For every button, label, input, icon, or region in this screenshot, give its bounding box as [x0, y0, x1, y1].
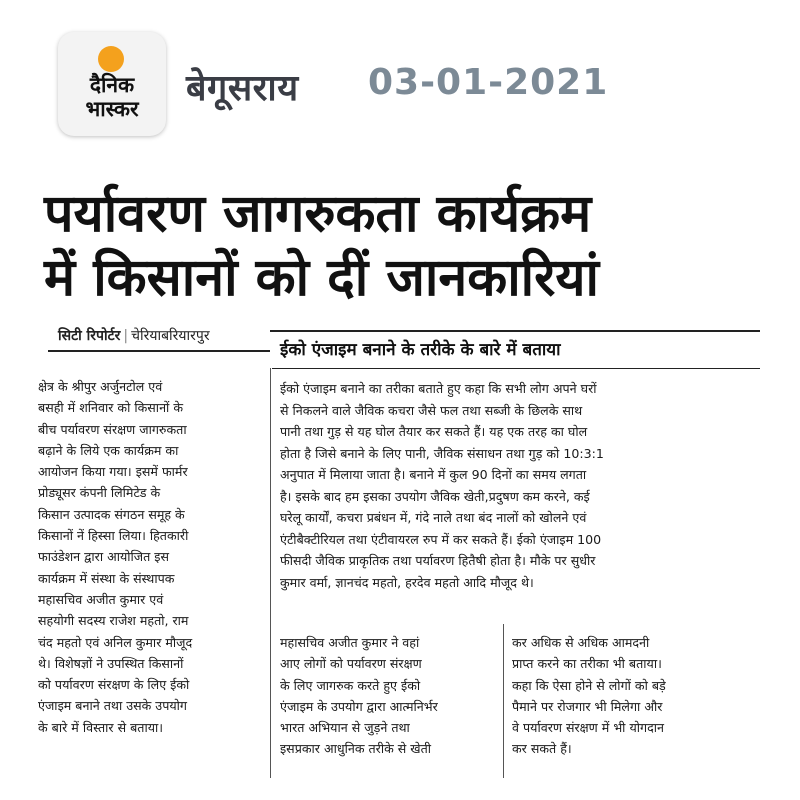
headline-line2: में किसानों को दीं जानकारियां: [44, 248, 600, 308]
logo-text-line1: दैनिक: [89, 73, 135, 97]
sun-icon: [98, 46, 124, 72]
headline-line1: पर्यावरण जागरुकता कार्यक्रम: [44, 184, 592, 244]
divider-rule: [48, 350, 270, 352]
article-column-4: कर अधिक से अधिक आमदनी प्राप्त करने का तरीका भी बताया। कहा कि ऐसा होने से लोगों को बड़े पैमाने पर रोजगार भी मिलेगा और वे पर्यावरण संरक्षण में भी योगदान कर सकते हैं।: [512, 635, 666, 757]
headline: [44, 182, 764, 310]
byline-place: चेरियाबरियारपुर: [131, 328, 210, 344]
article-column-1: क्षेत्र के श्रीपुर अर्जुनटोल एवं बसही में शनिवार को किसानों के बीच पर्यावरण संरक्षण जागरुकता बढ़ाने के लिये एक कार्यक्रम का आयोजन किया गया। इसमें फार्मर प्रोड्यूसर कंपनी लिमिटेड के किसान उत्पादक संगठन समूह के किसानों नें हिस्सा लिया। हितकारी फाउंडेशन द्वारा आयोजित इस कार्यक्रम में संस्था के संस्थापक महासचिव अजीत कुमार एवं सहयोगी सदस्य राजेश महतो, राम चंद महतो एवं अनिल कुमार मौजूद थे। विशेषज्ञों ने उपस्थित किसानों को पर्यावरण संरक्षण के लिए ईको एंजाइम बनाने तथा उसके उपयोग के बारे में विस्तार से बताया।: [38, 379, 193, 735]
article-column-2: ईको एंजाइम बनाने का तरीका बताते हुए कहा कि सभी लोग अपने घरों से निकलने वाले जैविक कचरा जैसे फल तथा सब्जी के छिलके साथ पानी तथा गुड़ से यह घोल तैयार कर सकते हैं। यह एक तरह का घोल होता है जिसे बनाने के लिए पानी, जैविक संसाधन तथा गुड़ को 10:3:1 अनुपात में मिलाया जाता है। बनाने में कुल 90 दिनों का समय लगता है। इसके बाद हम इसका उपयोग जैविक खेती,प्रदुषण कम करने, कई घरेलू कार्यों, कचरा प्रबंधन में, गंदे नाले तथा बंद नालों को खोलने एवं एंटीबैक्टीरियल तथा एंटीवायरल रुप में कर सकते हैं। ईको एंजाइम 100 फीसदी जैविक प्राकृतिक तथा पर्यावरण हितैषी होता है। मौके पर सुधीर कुमार वर्मा, ज्ञानचंद महतो, हरदेव महतो आदि मौजूद थे।: [280, 381, 604, 590]
column-divider: [503, 624, 504, 778]
subheading: ईको एंजाइम बनाने के तरीके के बारे में बताया: [280, 340, 561, 360]
divider-rule: [272, 368, 760, 369]
byline-reporter: सिटी रिपोर्टर: [58, 328, 121, 344]
edition-date: 03-01-2021: [368, 62, 609, 103]
edition-name: बेगूसराय: [186, 68, 299, 109]
byline-separator: |: [123, 328, 129, 344]
column-divider: [270, 368, 271, 778]
divider-rule: [270, 330, 760, 332]
logo-text-line2: भास्कर: [85, 97, 139, 121]
byline: [58, 326, 210, 345]
article-column-3: महासचिव अजीत कुमार ने वहां आए लोगों को पर्यावरण संरक्षण के लिए जागरुक करते हुए ईको एंजाइम के उपयोग द्वारा आत्मनिर्भर भारत अभियान से जुड़ने तथा इसप्रकार आधुनिक तरीके से खेती: [280, 635, 438, 757]
dainik-bhaskar-logo: [58, 32, 166, 136]
